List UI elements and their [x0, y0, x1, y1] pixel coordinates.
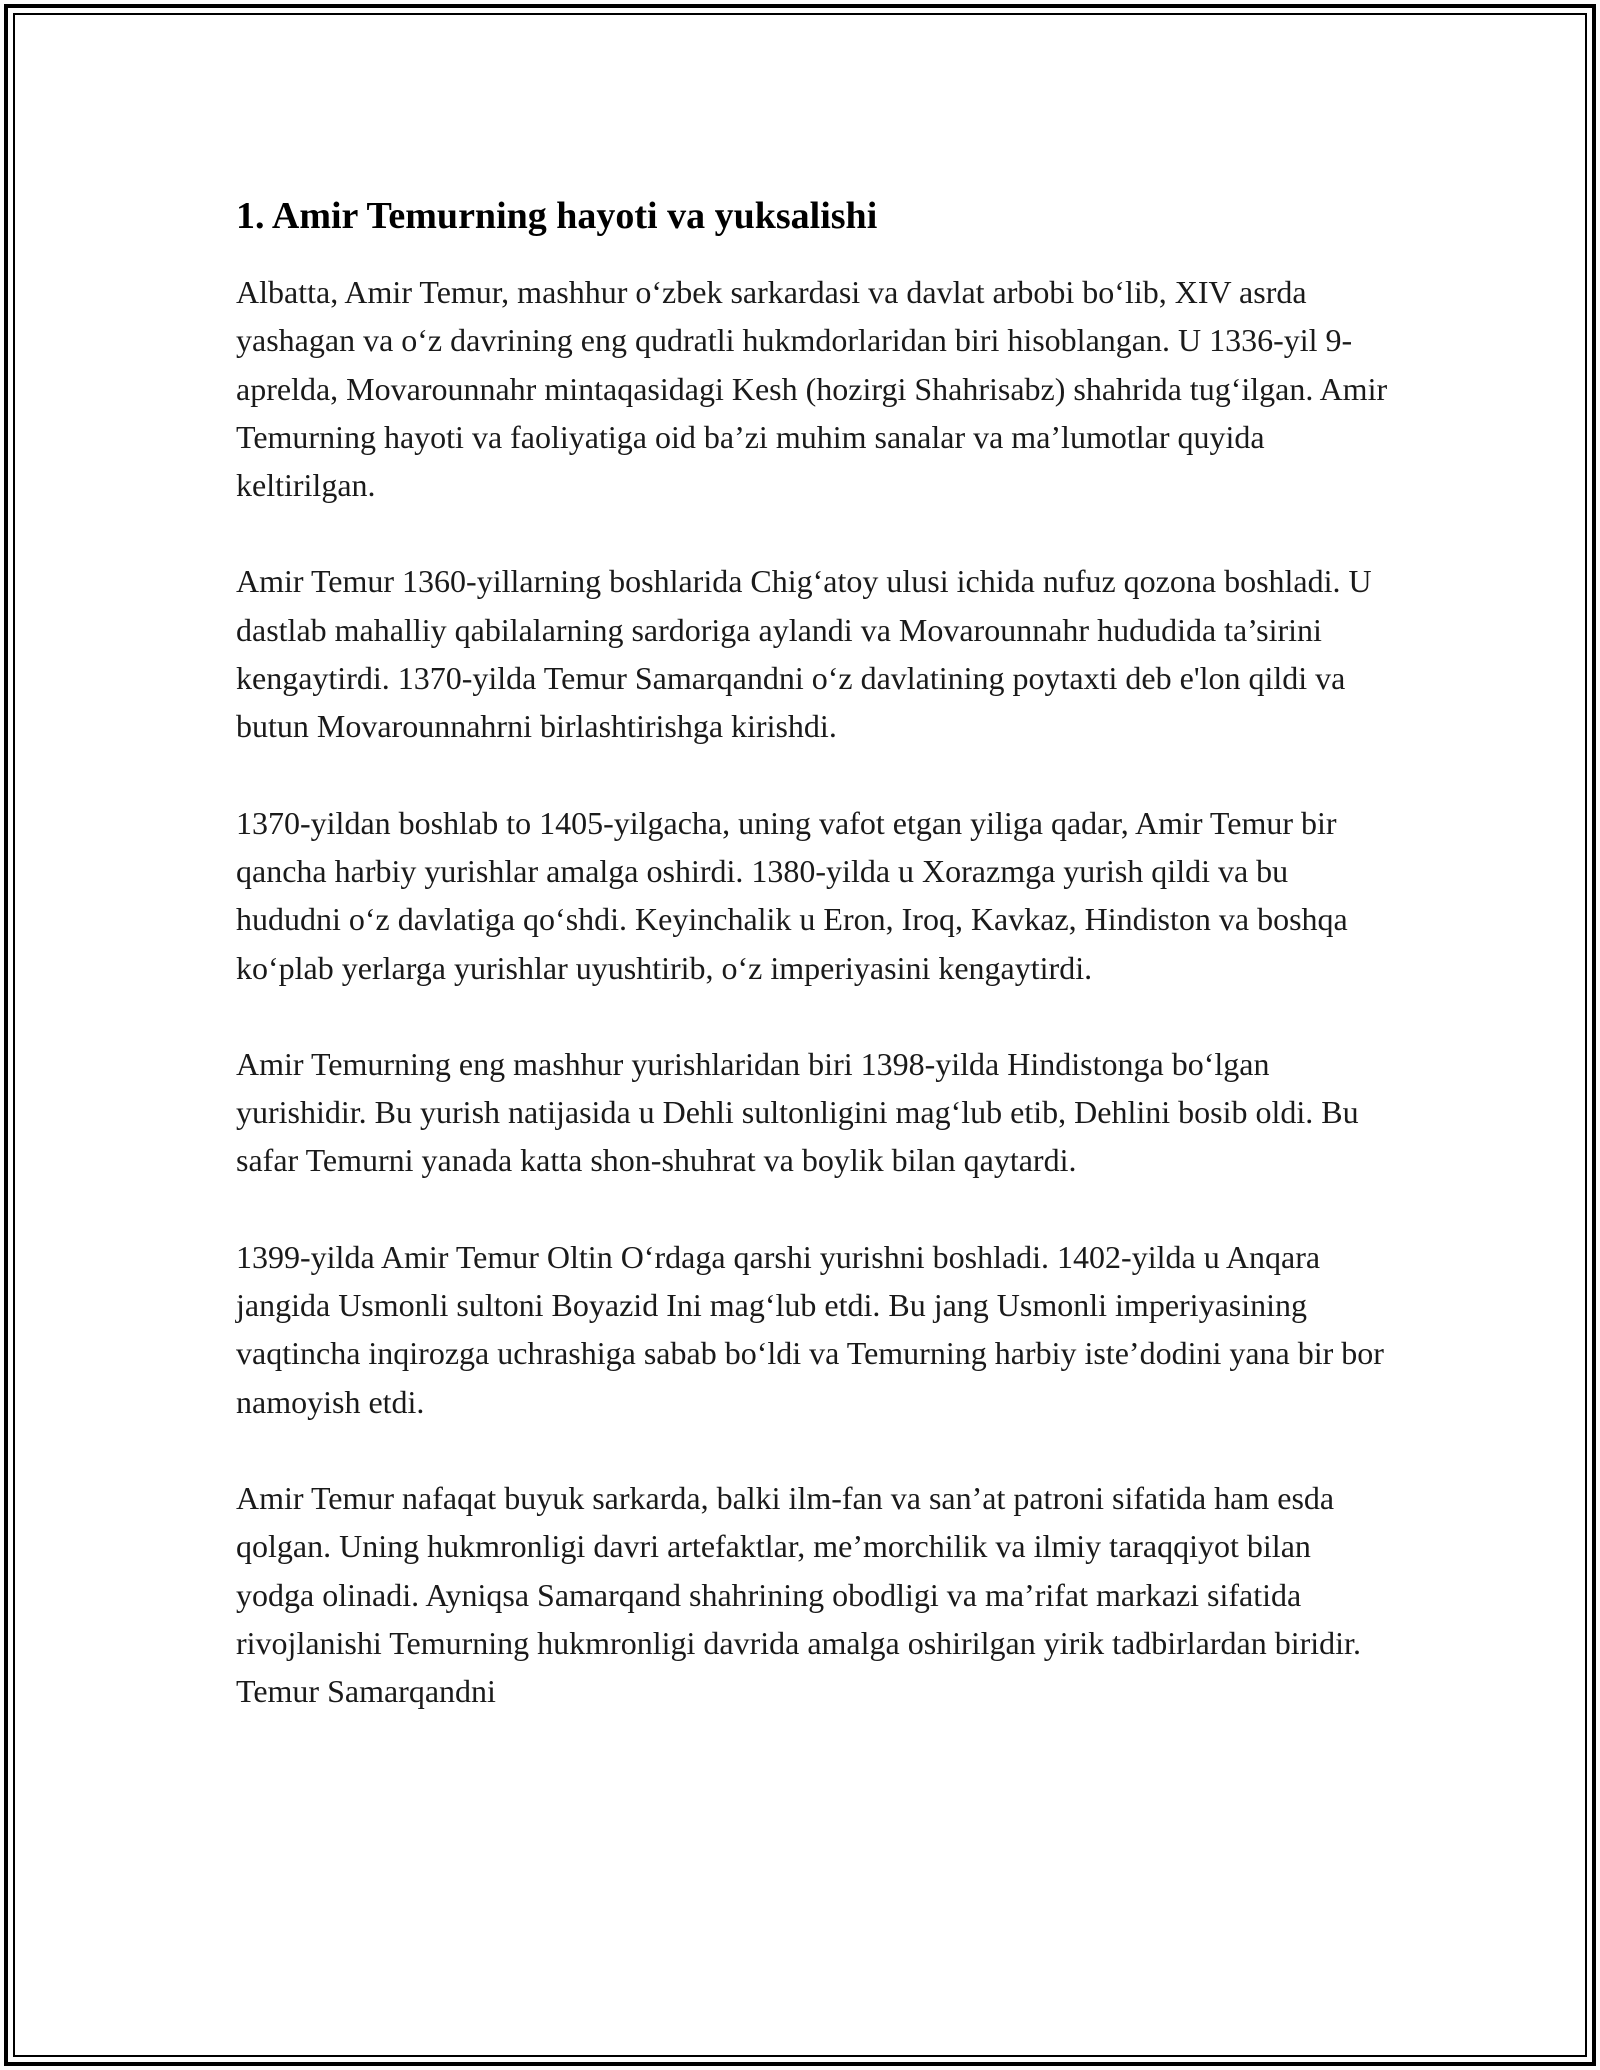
document-body	[236, 184, 1396, 1763]
paragraph: Albatta, Amir Temur, mashhur o‘zbek sarkardasi va davlat arbobi bo‘lib, XIV asrda yashagan va o‘z davrining eng qudratli hukmdorlaridan biri hisoblangan. U 1336-yil 9-aprelda, Movarounnahr mintaqasidagi Kesh (hozirgi Shahrisabz) shahrida tug‘ilgan. Amir Temurning hayoti va faoliyatiga oid ba’zi muhim sanalar va ma’lumotlar quyida keltirilgan.	[236, 274, 1388, 504]
paragraph: Amir Temurning eng mashhur yurishlaridan biri 1398-yilda Hindistonga bo‘lgan yurishidir. Bu yurish natijasida u Dehli sultonligini mag‘lub etib, Dehlini bosib oldi. Bu safar Temurni yanada katta shon-shuhrat va boylik bilan qaytardi.	[236, 1045, 1359, 1179]
paragraph: 1370-yildan boshlab to 1405-yilgacha, uning vafot etgan yiliga qadar, Amir Temur bir qancha harbiy yurishlar amalga oshirdi. 1380-yilda u Xorazmga yurish qildi va bu hududni o‘z davlatiga qo‘shdi. Keyinchalik u Eron, Iroq, Kavkaz, Hindiston va boshqa ko‘plab yerlarga yurishlar uyushtirib, o‘z imperiyasini kengaytirdi.	[236, 804, 1348, 986]
paragraph: Amir Temur nafaqat buyuk sarkarda, balki ilm-fan va san’at patroni sifatida ham esda qolgan. Uning hukmronligi davri artefaktlar, me’morchilik va ilmiy taraqqiyot bilan yodga olinadi. Ayniqsa Samarqand shahrining obodligi va ma’rifat markazi sifatida rivojlanishi Temurning hukmronligi davrida amalga oshirilgan yirik tadbirlardan biridir. Temur Samarqandni	[236, 1479, 1361, 1710]
paragraph: 1399-yilda Amir Temur Oltin O‘rdaga qarshi yurishni boshladi. 1402-yilda u Anqara jangida Usmonli sultoni Boyazid Ini mag‘lub etdi. Bu jang Usmonli imperiyasining vaqtincha inqirozga uchrashiga sabab bo‘ldi va Temurning harbiy iste’dodini yana bir bor namoyish etdi.	[236, 1238, 1384, 1420]
paragraph: Amir Temur 1360-yillarning boshlarida Chig‘atoy ulusi ichida nufuz qozona boshladi. U dastlab mahalliy qabilalarning sardoriga aylandi va Movarounnahr hududida ta’sirini kengaytirdi. 1370-yilda Temur Samarqandni o‘z davlatining poytaxti deb e'lon qildi va butun Movarounnahrni birlashtirishga kirishdi.	[236, 563, 1372, 745]
section-heading: 1. Amir Temurning hayoti va yuksalishi	[236, 195, 878, 237]
